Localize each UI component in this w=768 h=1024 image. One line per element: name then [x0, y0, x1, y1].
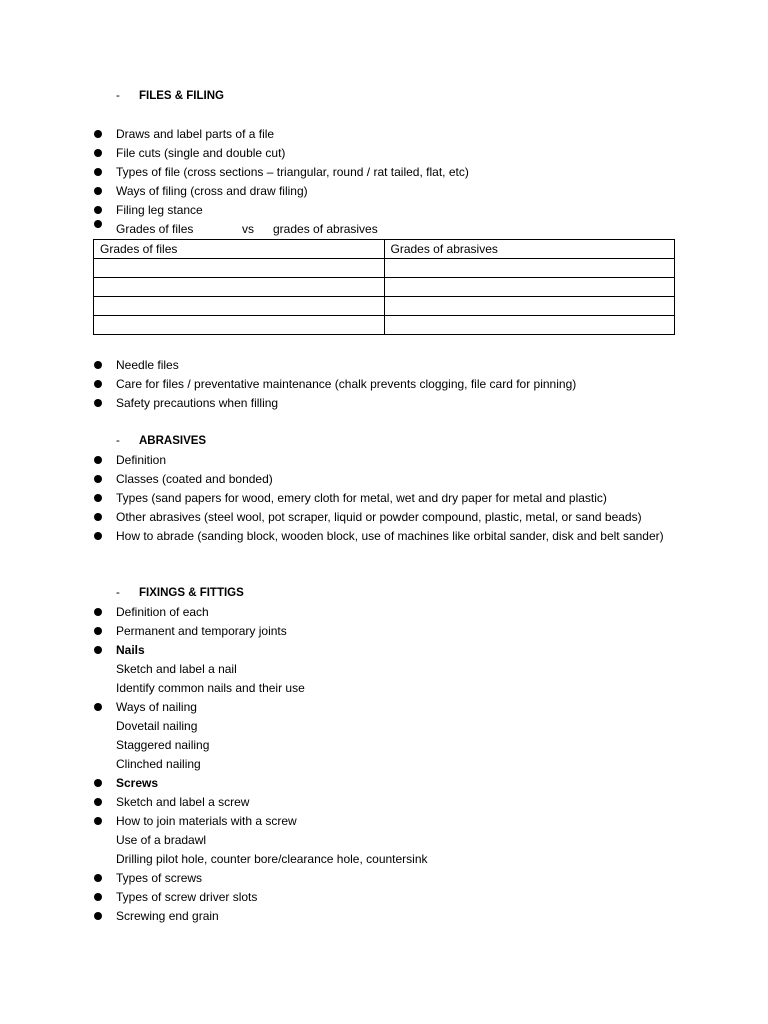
bullet-icon	[94, 220, 102, 228]
table-cell	[384, 259, 675, 278]
table-cell	[94, 259, 385, 278]
bullet-icon	[94, 168, 102, 176]
list-item-text: Needle files	[116, 358, 179, 372]
table-row	[94, 278, 675, 297]
list-item-text: Sketch and label a nail	[116, 662, 237, 676]
bullet-icon	[94, 893, 102, 901]
list-item	[116, 698, 197, 717]
bullet-icon	[94, 627, 102, 635]
list-item	[116, 489, 607, 508]
bullet-icon	[94, 399, 102, 407]
list-item-text: Identify common nails and their use	[116, 681, 305, 695]
list-item	[116, 201, 203, 220]
list-item-text: Other abrasives (steel wool, pot scraper, liquid or powder compound, plastic, metal, or sand beads)	[116, 510, 642, 524]
list-item	[116, 394, 278, 413]
list-item	[116, 163, 469, 182]
heading-text: FIXINGS & FITTIGS	[139, 587, 244, 599]
list-item-text: Dovetail nailing	[116, 719, 198, 733]
grades-right-text: grades of abrasives	[273, 222, 378, 236]
bullet-icon	[94, 149, 102, 157]
list-item-text: How to abrade (sanding block, wooden block, use of machines like orbital sander, disk and belt sander)	[116, 529, 664, 543]
list-item-text: Types of screws	[116, 871, 203, 885]
list-item	[116, 774, 158, 793]
table-cell	[94, 316, 385, 335]
list-item	[116, 356, 179, 375]
list-item-text: Drilling pilot hole, counter bore/clearance hole, countersink	[116, 852, 428, 866]
list-item-text: Draws and label parts of a file	[116, 127, 275, 141]
list-item-text: Sketch and label a screw	[116, 795, 250, 809]
bullet-icon	[94, 380, 102, 388]
bullet-icon	[94, 130, 102, 138]
list-item-text: Nails	[116, 643, 145, 657]
table-header-row	[94, 240, 675, 259]
list-item-text: Classes (coated and bonded)	[116, 472, 273, 486]
list-item	[116, 755, 201, 774]
list-item	[116, 869, 202, 888]
bullet-icon	[94, 494, 102, 502]
list-item-text: Safety precautions when filling	[116, 396, 279, 410]
bullet-icon	[94, 513, 102, 521]
list-item	[116, 717, 197, 736]
table-cell	[384, 278, 675, 297]
list-item-text: Definition of each	[116, 605, 209, 619]
heading-text: ABRASIVES	[139, 435, 207, 447]
table-cell	[384, 297, 675, 316]
list-item	[116, 793, 249, 812]
list-item-text: Definition	[116, 453, 167, 467]
list-item-text: Use of a bradawl	[116, 833, 207, 847]
heading-dash: -	[116, 587, 120, 599]
table-header-cell: Grades of files	[94, 240, 385, 259]
list-item	[116, 603, 209, 622]
grades-left-text: Grades of files	[116, 222, 194, 236]
list-item	[116, 736, 209, 755]
grades-table	[93, 239, 675, 335]
bullet-icon	[94, 608, 102, 616]
list-item-text: Filing leg stance	[116, 203, 203, 217]
bullet-icon	[94, 456, 102, 464]
table-row	[94, 297, 675, 316]
list-item	[116, 831, 206, 850]
grades-vs-text: vs	[242, 222, 254, 236]
list-item-text: Types (sand papers for wood, emery cloth for metal, wet and dry paper for metal and plastic)	[116, 491, 607, 505]
bullet-icon	[94, 874, 102, 882]
list-item	[116, 144, 285, 163]
list-item-text: Ways of filing (cross and draw filing)	[116, 184, 308, 198]
list-item-text: Permanent and temporary joints	[116, 624, 287, 638]
bullet-icon	[94, 779, 102, 787]
bullet-icon	[94, 798, 102, 806]
list-item	[116, 888, 257, 907]
list-item	[116, 907, 219, 926]
list-item-text: Staggered nailing	[116, 738, 210, 752]
list-item-text: Clinched nailing	[116, 757, 201, 771]
bullet-icon	[94, 187, 102, 195]
list-item-text: Care for files / preventative maintenance (chalk prevents clogging, file card for pinning)	[116, 377, 577, 391]
list-item-text: Screws	[116, 776, 159, 790]
heading-dash: -	[116, 435, 120, 447]
bullet-icon	[94, 361, 102, 369]
list-item	[116, 527, 664, 546]
bullet-icon	[94, 206, 102, 214]
heading-dash: -	[116, 90, 120, 102]
list-item	[116, 125, 274, 144]
list-item-text: How to join materials with a screw	[116, 814, 297, 828]
list-item	[116, 375, 576, 394]
list-item	[116, 660, 237, 679]
list-item	[116, 470, 273, 489]
list-item-text: Types of file (cross sections – triangular, round / rat tailed, flat, etc)	[116, 165, 469, 179]
list-item	[116, 182, 308, 201]
list-item-text: Ways of nailing	[116, 700, 197, 714]
list-item-text: Types of screw driver slots	[116, 890, 258, 904]
bullet-icon	[94, 817, 102, 825]
list-item	[116, 812, 297, 831]
list-item-text: Screwing end grain	[116, 909, 219, 923]
bullet-icon	[94, 475, 102, 483]
grades-comparison-line	[116, 220, 416, 239]
bullet-icon	[94, 703, 102, 711]
table-cell	[94, 278, 385, 297]
table-row	[94, 259, 675, 278]
list-item	[116, 451, 166, 470]
list-item-text: File cuts (single and double cut)	[116, 146, 286, 160]
table-cell	[94, 297, 385, 316]
bullet-icon	[94, 912, 102, 920]
bullet-icon	[94, 532, 102, 540]
table-cell	[384, 316, 675, 335]
bullet-icon	[94, 646, 102, 654]
list-item	[116, 641, 145, 660]
heading-text: FILES & FILING	[139, 90, 224, 102]
table-row	[94, 316, 675, 335]
list-item	[116, 850, 428, 869]
list-item	[116, 679, 305, 698]
list-item	[116, 622, 287, 641]
list-item	[116, 508, 642, 527]
table-header-cell: Grades of abrasives	[384, 240, 675, 259]
